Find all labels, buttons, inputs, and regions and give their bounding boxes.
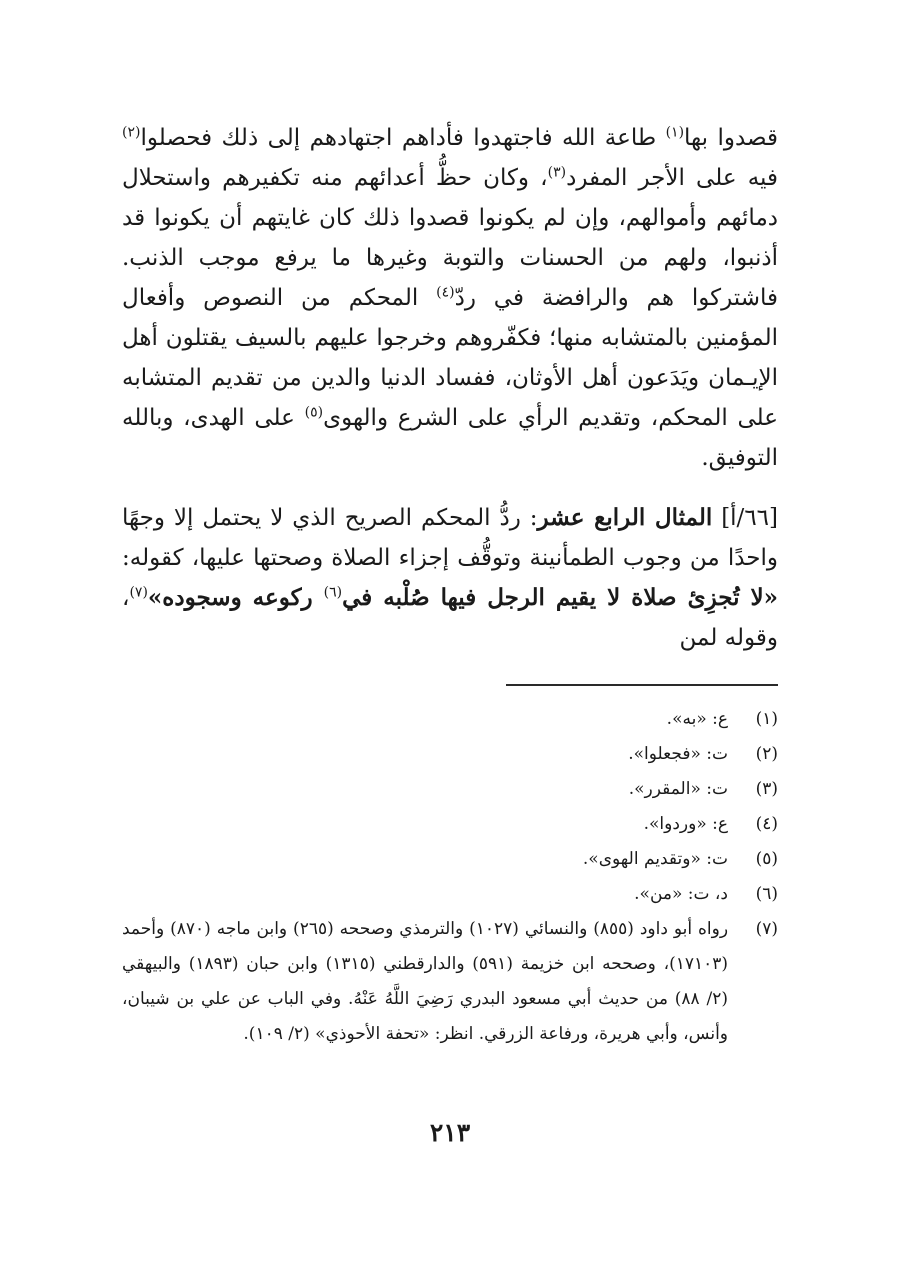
text-run: ، وقوله لمن (122, 585, 778, 651)
footnote (122, 807, 778, 842)
footnotes-list (122, 702, 778, 1052)
footnote (122, 877, 778, 912)
footnote-text: ع: «به». (666, 709, 728, 729)
footnote-ref-6[interactable]: (٦) (323, 584, 343, 601)
paragraph-2 (122, 498, 778, 658)
footnote-ref-5[interactable]: (٥) (304, 404, 324, 421)
footnote-ref-4[interactable]: (٤) (436, 284, 455, 301)
footnote-ref-7[interactable]: (٧) (129, 584, 148, 601)
footnote-text: ت: «المقرر». (628, 779, 728, 799)
footnote-separator (506, 684, 778, 686)
manuscript-folio-ref: [٦٦/أ] (712, 505, 779, 531)
footnote-number: (٣) (755, 779, 778, 799)
footnote-text: د، ت: «من». (634, 884, 728, 904)
footnote-ref-2[interactable]: (٢) (122, 124, 141, 141)
footnote-text: ت: «فجعلوا». (628, 744, 728, 764)
book-page (122, 118, 778, 1238)
paragraph-1 (122, 118, 778, 478)
footnote-text: ع: «وردوا». (643, 814, 728, 834)
main-text (122, 118, 778, 658)
footnote-number: (٦) (755, 884, 778, 904)
footnote-number: (٧) (755, 919, 778, 939)
footnote-text: ت: «وتقديم الهوى». (582, 849, 728, 869)
text-run: قصدوا بها (684, 125, 778, 151)
footnote (122, 737, 778, 772)
footnote (122, 912, 778, 1052)
footnote-number: (٤) (755, 814, 778, 834)
text-run: المحكم من النصوص وأفعال المؤمنين بالمتشابه منها؛ فكفّروهم وخرجوا عليهم بالسيف يقتلون أهل الإيـمان ويَدَعون أهل الأوثان، ففساد الدنيا والدين من تقديم المتشابه على المحكم، وتقديم الرأي على الشرع والهوى (122, 285, 778, 431)
footnote-ref-3[interactable]: (٣) (547, 164, 567, 181)
text-run: : ردُّ المحكم الصريح الذي لا يحتمل إلا وجهًا واحدًا من وجوب الطمأنينة وتوقُّف إجزاء الصلاة وصحتها عليها، كقوله: (122, 505, 778, 571)
footnote (122, 772, 778, 807)
footnote-number: (٢) (755, 744, 778, 764)
hadith-quote: ركوعه وسجوده» (147, 584, 324, 611)
hadith-quote: «لا تُجزِئ صلاة لا يقيم الرجل فيها صُلْبه في (342, 584, 778, 611)
page-number: ٢١٣ (429, 1118, 471, 1147)
text-run: طاعة الله فاجتهدوا فأداهم اجتهادهم إلى ذلك فحصلوا (140, 125, 666, 151)
footnote-number: (٥) (755, 849, 778, 869)
section-heading: المثال الرابع عشر (537, 504, 713, 531)
footnote (122, 842, 778, 877)
footnote-text: رواه أبو داود (٨٥٥) والنسائي (١٠٢٧) والترمذي وصححه (٢٦٥) وابن ماجه (٨٧٠) وأحمد (١٧١٠٣)، وصححه ابن خزيمة (٥٩١) والدارقطني (١٣١٥) وابن حبان (١٨٩٣) والبيهقي (٢/ ٨٨) من حديث أبي مسعود البدري رَضِيَ اللَّهُ عَنْهُ. وفي الباب عن علي بن شيبان، وأنس، وأبي هريرة، ورفاعة الزرقي. انظر: «تحفة الأحوذي» (٢/ ١٠٩). (122, 919, 729, 1044)
footnote (122, 702, 778, 737)
text-run: على الهدى، وبالله التوفيق. (122, 405, 778, 471)
footnote-ref-1[interactable]: (١) (665, 124, 685, 141)
text-run: ، وكان حظُّ أعدائهم منه تكفيرهم واستحلال دمائهم وأموالهم، وإن لم يكونوا قصدوا ذلك كان غايتهم أن يكونوا قد أذنبوا، ولهم من الحسنات والتوبة وغيرها ما يرفع موجب الذنب. فاشتركوا هم والرافضة في ردّ (122, 165, 778, 311)
text-run: فيه على الأجر المفرد (566, 165, 778, 191)
footnote-number: (١) (755, 709, 778, 729)
